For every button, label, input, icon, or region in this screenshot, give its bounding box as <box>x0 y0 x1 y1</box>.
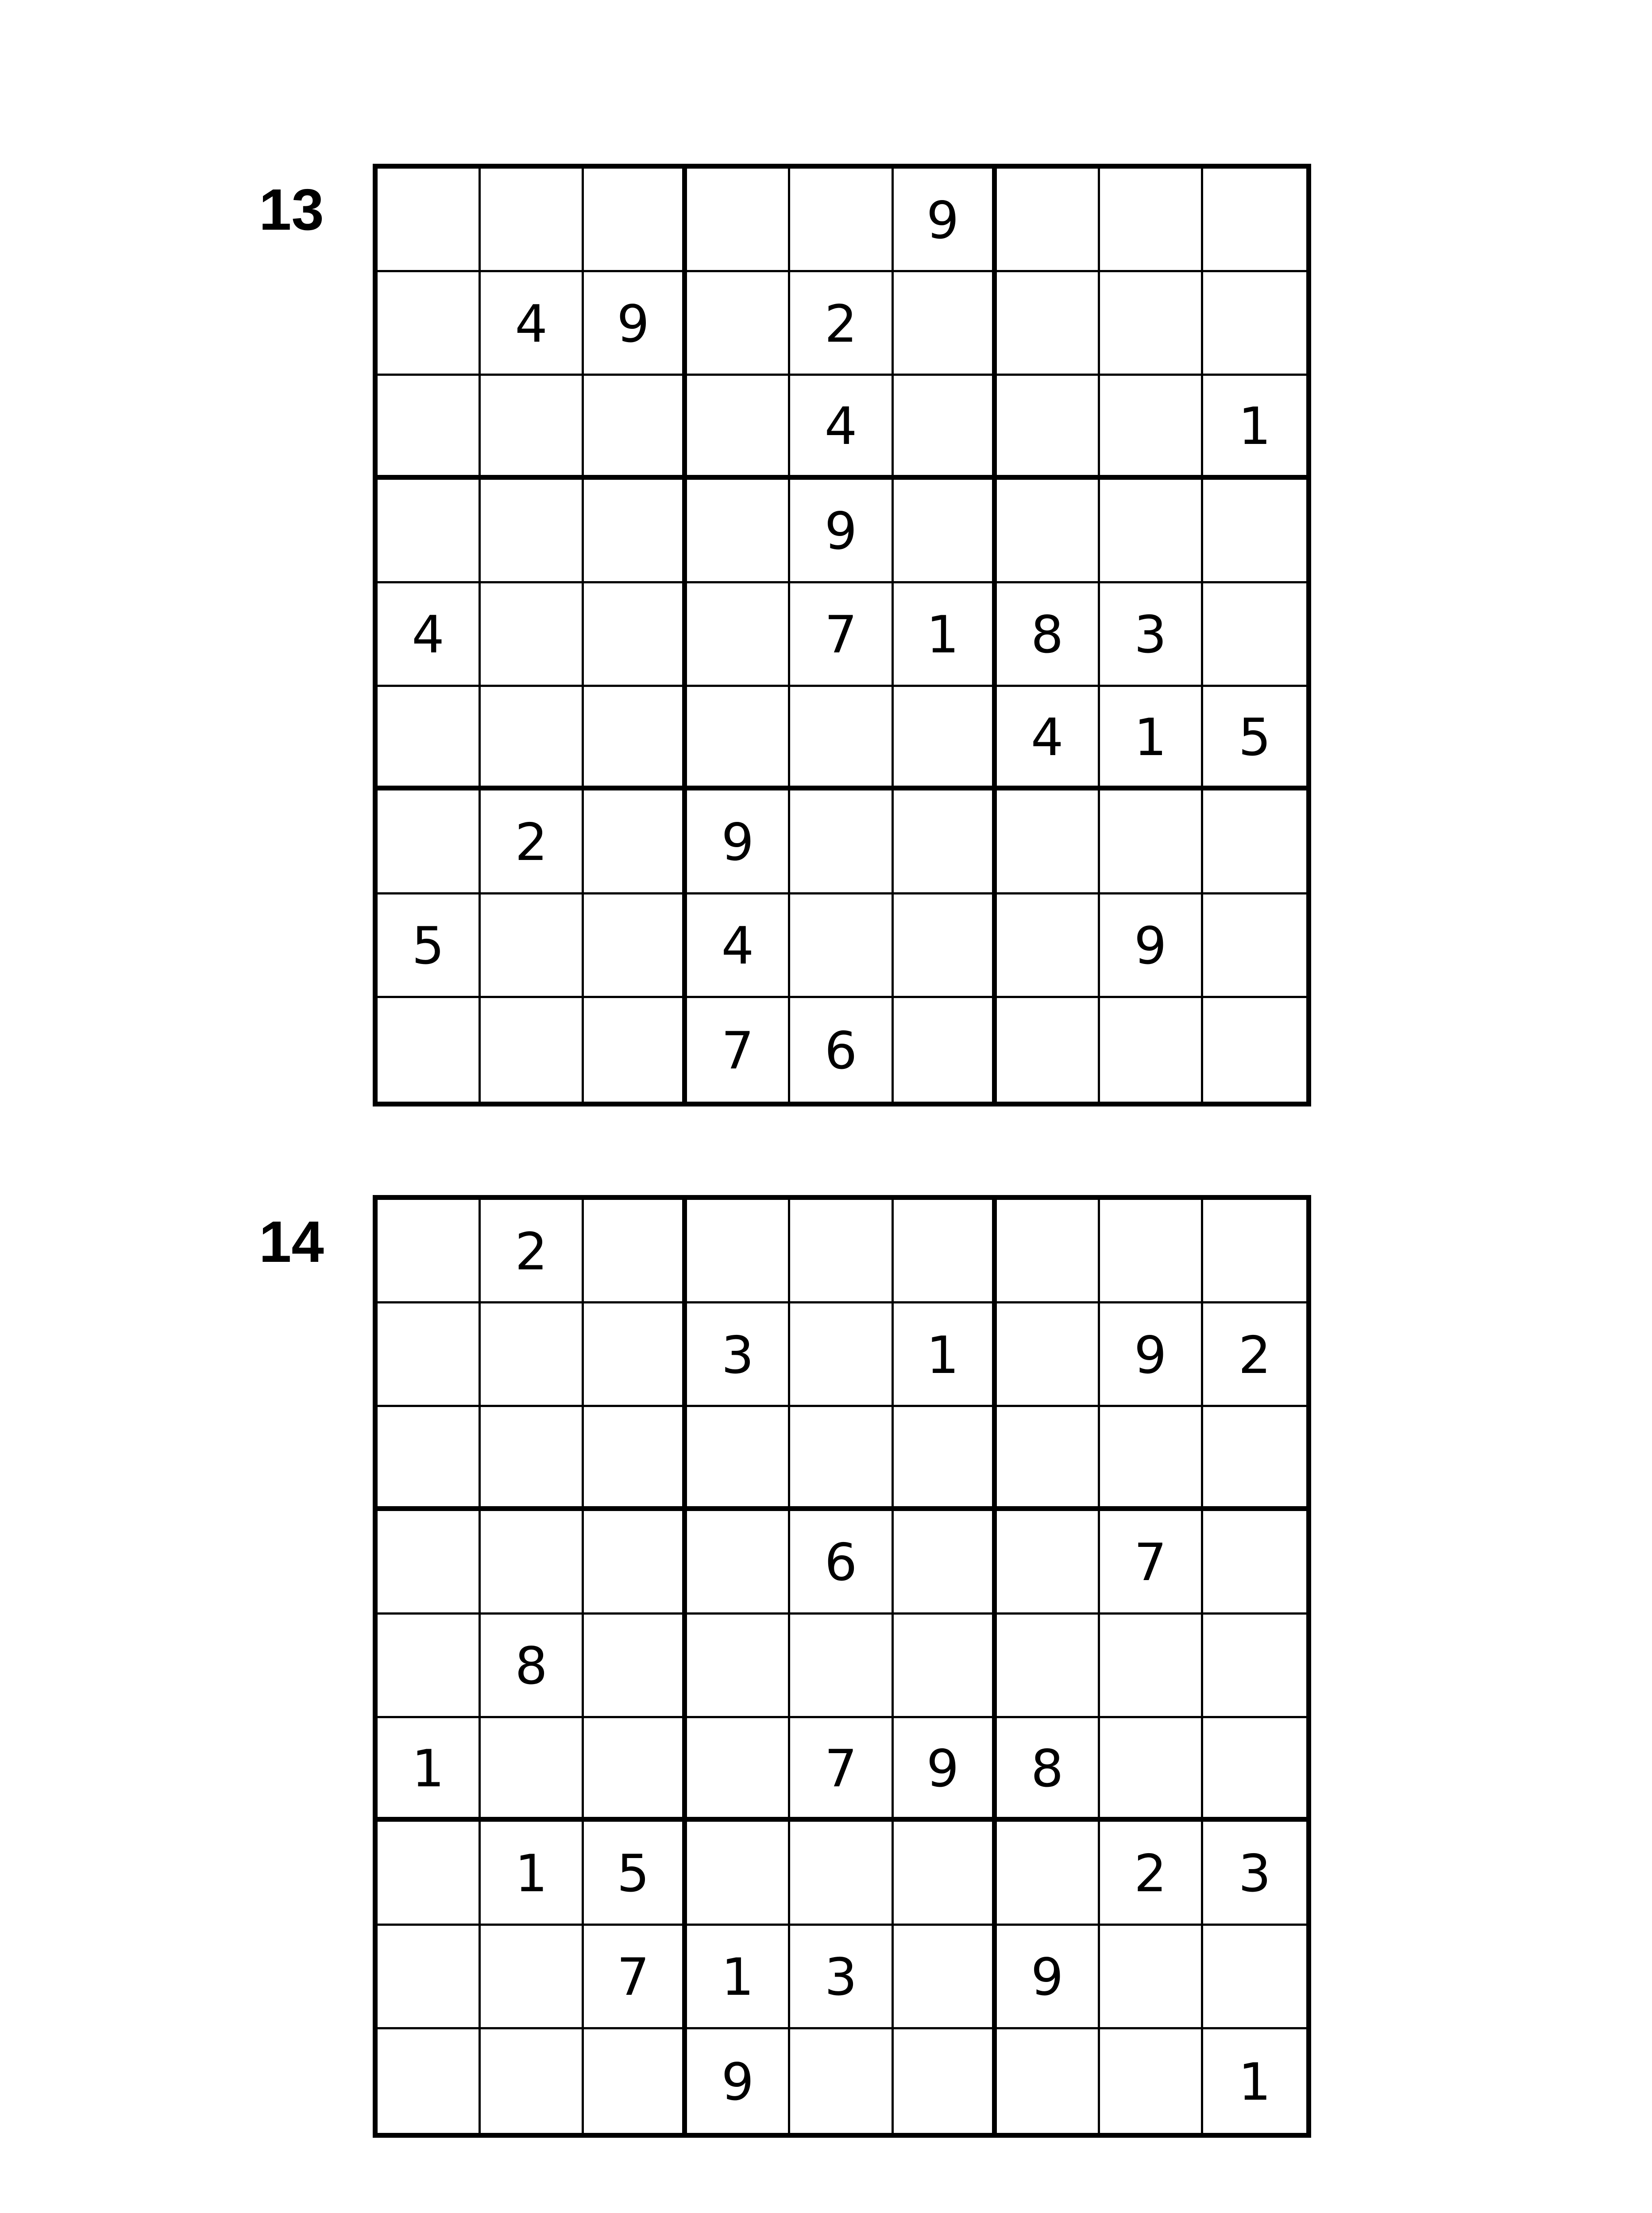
puzzle-13-cell-r1c9[interactable] <box>1203 169 1306 272</box>
puzzle-13-cell-r6c8[interactable]: 1 <box>1100 687 1203 790</box>
puzzle-13-cell-r9c7[interactable] <box>997 998 1100 1102</box>
puzzle-14-number: 14 <box>259 1209 324 1274</box>
puzzle-14-cell-r8c8[interactable] <box>1100 1926 1203 2029</box>
puzzle-14-cell-r1c9[interactable] <box>1203 1200 1306 1303</box>
puzzle-13-cell-r2c5[interactable]: 2 <box>790 272 893 376</box>
puzzle-14-cell-r6c4[interactable] <box>687 1718 790 1822</box>
puzzle-14-cell-r3c4[interactable] <box>687 1407 790 1511</box>
puzzle-14-grid <box>373 1195 1311 2138</box>
puzzle-13-cell-r3c3[interactable] <box>584 376 687 479</box>
puzzle-14-cell-r7c5[interactable] <box>790 1822 893 1925</box>
puzzle-13-cell-r1c6[interactable]: 9 <box>894 169 997 272</box>
puzzle-13-cell-r8c8[interactable]: 9 <box>1100 894 1203 998</box>
puzzle-14-cell-r2c7[interactable] <box>997 1303 1100 1407</box>
puzzle-13-cell-r3c7[interactable] <box>997 376 1100 479</box>
puzzle-13-cell-r6c5[interactable] <box>790 687 893 790</box>
puzzle-14-cell-r9c2[interactable] <box>481 2029 584 2133</box>
puzzle-13-cell-r4c6[interactable] <box>894 480 997 583</box>
puzzle-14-cell-r2c4[interactable]: 3 <box>687 1303 790 1407</box>
puzzle-13-cell-r9c8[interactable] <box>1100 998 1203 1102</box>
puzzle-13-cell-r2c6[interactable] <box>894 272 997 376</box>
puzzle-13-cell-r2c8[interactable] <box>1100 272 1203 376</box>
puzzle-13-cell-r4c4[interactable] <box>687 480 790 583</box>
puzzle-13-cell-r5c2[interactable] <box>481 583 584 687</box>
puzzle-14-cell-r9c3[interactable] <box>584 2029 687 2133</box>
puzzle-13-cell-r3c6[interactable] <box>894 376 997 479</box>
puzzle-13-cell-r9c2[interactable] <box>481 998 584 1102</box>
puzzle-13-cell-r8c7[interactable] <box>997 894 1100 998</box>
puzzle-13-cell-r5c6[interactable]: 1 <box>894 583 997 687</box>
puzzle-13-cell-r4c1[interactable] <box>378 480 481 583</box>
puzzle-13-cell-r8c5[interactable] <box>790 894 893 998</box>
puzzle-13-cell-r2c9[interactable] <box>1203 272 1306 376</box>
puzzle-14-cell-r7c7[interactable] <box>997 1822 1100 1925</box>
puzzle-14-cell-r9c5[interactable] <box>790 2029 893 2133</box>
puzzle-13-cell-r5c1[interactable]: 4 <box>378 583 481 687</box>
puzzle-14-cell-r8c4[interactable]: 1 <box>687 1926 790 2029</box>
puzzle-14-cell-r1c3[interactable] <box>584 1200 687 1303</box>
puzzle-13-cell-r7c2[interactable]: 2 <box>481 790 584 894</box>
puzzle-14-cell-r1c6[interactable] <box>894 1200 997 1303</box>
puzzle-13-cell-r8c9[interactable] <box>1203 894 1306 998</box>
puzzle-13-cell-r4c9[interactable] <box>1203 480 1306 583</box>
puzzle-14-cell-r4c1[interactable] <box>378 1511 481 1615</box>
puzzle-13-cell-r6c4[interactable] <box>687 687 790 790</box>
puzzle-13-cell-r4c2[interactable] <box>481 480 584 583</box>
puzzle-13-cell-r7c7[interactable] <box>997 790 1100 894</box>
puzzle-13-cell-r7c8[interactable] <box>1100 790 1203 894</box>
puzzle-13-grid <box>373 164 1311 1106</box>
puzzle-13-cell-r4c3[interactable] <box>584 480 687 583</box>
puzzle-13-cell-r8c3[interactable] <box>584 894 687 998</box>
puzzle-14-cell-r4c6[interactable] <box>894 1511 997 1615</box>
puzzle-13-cell-r3c4[interactable] <box>687 376 790 479</box>
puzzle-14-cell-r3c1[interactable] <box>378 1407 481 1511</box>
puzzle-13-cell-r6c9[interactable]: 5 <box>1203 687 1306 790</box>
puzzle-14-cell-r1c1[interactable] <box>378 1200 481 1303</box>
puzzle-14-cell-r2c8[interactable]: 9 <box>1100 1303 1203 1407</box>
puzzle-14-cell-r4c7[interactable] <box>997 1511 1100 1615</box>
puzzle-13-cell-r8c6[interactable] <box>894 894 997 998</box>
puzzle-13-cell-r9c5[interactable]: 6 <box>790 998 893 1102</box>
puzzle-13-cell-r2c4[interactable] <box>687 272 790 376</box>
puzzle-14-cell-r5c1[interactable] <box>378 1615 481 1718</box>
puzzle-14-cell-r4c9[interactable] <box>1203 1511 1306 1615</box>
puzzle-13-number: 13 <box>259 177 324 242</box>
puzzle-13-cell-r7c1[interactable] <box>378 790 481 894</box>
puzzle-14-cell-r7c6[interactable] <box>894 1822 997 1925</box>
puzzle-14-cell-r3c8[interactable] <box>1100 1407 1203 1511</box>
puzzle-13-cell-r1c3[interactable] <box>584 169 687 272</box>
puzzle-13-cell-r6c3[interactable] <box>584 687 687 790</box>
puzzle-14-cell-r7c2[interactable]: 1 <box>481 1822 584 1925</box>
puzzle-14-cell-r8c7[interactable]: 9 <box>997 1926 1100 2029</box>
puzzle-14-cell-r9c7[interactable] <box>997 2029 1100 2133</box>
puzzle-14-cell-r4c3[interactable] <box>584 1511 687 1615</box>
puzzle-14-cell-r1c2[interactable]: 2 <box>481 1200 584 1303</box>
puzzle-14-cell-r5c8[interactable] <box>1100 1615 1203 1718</box>
puzzle-14-cell-r3c2[interactable] <box>481 1407 584 1511</box>
puzzle-14-cell-r2c1[interactable] <box>378 1303 481 1407</box>
puzzle-14-cell-r2c2[interactable] <box>481 1303 584 1407</box>
puzzle-14-cell-r4c2[interactable] <box>481 1511 584 1615</box>
puzzle-14-cell-r5c3[interactable] <box>584 1615 687 1718</box>
puzzle-13-cell-r3c9[interactable]: 1 <box>1203 376 1306 479</box>
puzzle-13-cell-r7c5[interactable] <box>790 790 893 894</box>
puzzle-13-cell-r9c9[interactable] <box>1203 998 1306 1102</box>
puzzle-13-cell-r8c4[interactable]: 4 <box>687 894 790 998</box>
puzzle-13-cell-r5c8[interactable]: 3 <box>1100 583 1203 687</box>
puzzle-14-cell-r4c5[interactable]: 6 <box>790 1511 893 1615</box>
puzzle-14-cell-r1c7[interactable] <box>997 1200 1100 1303</box>
puzzle-13-cell-r8c2[interactable] <box>481 894 584 998</box>
puzzle-14-cell-r6c9[interactable] <box>1203 1718 1306 1822</box>
puzzle-14-cell-r5c2[interactable]: 8 <box>481 1615 584 1718</box>
puzzle-14-cell-r6c7[interactable]: 8 <box>997 1718 1100 1822</box>
puzzle-14-cell-r7c9[interactable]: 3 <box>1203 1822 1306 1925</box>
puzzle-14-cell-r3c6[interactable] <box>894 1407 997 1511</box>
puzzle-13-cell-r5c7[interactable]: 8 <box>997 583 1100 687</box>
puzzle-13-cell-r1c2[interactable] <box>481 169 584 272</box>
puzzle-14-cell-r2c6[interactable]: 1 <box>894 1303 997 1407</box>
puzzle-14-cell-r5c6[interactable] <box>894 1615 997 1718</box>
puzzle-13-cell-r7c6[interactable] <box>894 790 997 894</box>
puzzle-14-cell-r3c9[interactable] <box>1203 1407 1306 1511</box>
puzzle-14-cell-r7c4[interactable] <box>687 1822 790 1925</box>
puzzle-14-cell-r8c3[interactable]: 7 <box>584 1926 687 2029</box>
puzzle-14-cell-r5c9[interactable] <box>1203 1615 1306 1718</box>
puzzle-14-cell-r8c2[interactable] <box>481 1926 584 2029</box>
puzzle-13-cell-r4c5[interactable]: 9 <box>790 480 893 583</box>
puzzle-13-cell-r7c9[interactable] <box>1203 790 1306 894</box>
puzzle-14-cell-r6c8[interactable] <box>1100 1718 1203 1822</box>
puzzle-13-cell-r4c7[interactable] <box>997 480 1100 583</box>
puzzle-14-cell-r5c5[interactable] <box>790 1615 893 1718</box>
puzzle-13-cell-r9c6[interactable] <box>894 998 997 1102</box>
puzzle-13-cell-r4c8[interactable] <box>1100 480 1203 583</box>
puzzle-13-cell-r1c8[interactable] <box>1100 169 1203 272</box>
puzzle-13-cell-r8c1[interactable]: 5 <box>378 894 481 998</box>
puzzle-14-cell-r9c4[interactable]: 9 <box>687 2029 790 2133</box>
puzzle-13-cell-r6c1[interactable] <box>378 687 481 790</box>
puzzle-13-cell-r5c9[interactable] <box>1203 583 1306 687</box>
puzzle-14-cell-r8c9[interactable] <box>1203 1926 1306 2029</box>
puzzle-13-cell-r7c3[interactable] <box>584 790 687 894</box>
puzzle-14-cell-r3c3[interactable] <box>584 1407 687 1511</box>
puzzle-13-cell-r5c5[interactable]: 7 <box>790 583 893 687</box>
puzzle-13-cell-r7c4[interactable]: 9 <box>687 790 790 894</box>
puzzle-13-cell-r6c6[interactable] <box>894 687 997 790</box>
puzzle-14-cell-r7c8[interactable]: 2 <box>1100 1822 1203 1925</box>
puzzle-13-cell-r1c4[interactable] <box>687 169 790 272</box>
puzzle-14-cell-r3c5[interactable] <box>790 1407 893 1511</box>
puzzle-14-cell-r1c5[interactable] <box>790 1200 893 1303</box>
puzzle-14-cell-r9c9[interactable]: 1 <box>1238 2052 1271 2112</box>
puzzle-14-cell-r7c1[interactable] <box>378 1822 481 1925</box>
puzzle-13-cell-r3c2[interactable] <box>481 376 584 479</box>
puzzle-14-cell-r4c4[interactable] <box>687 1511 790 1615</box>
puzzle-14-cell-r5c7[interactable] <box>997 1615 1100 1718</box>
puzzle-13-cell-r2c2[interactable]: 4 <box>481 272 584 376</box>
puzzle-13-cell-r2c3[interactable]: 9 <box>584 272 687 376</box>
puzzle-13-cell-r6c7[interactable]: 4 <box>997 687 1100 790</box>
puzzle-14-cell-r6c1[interactable]: 1 <box>378 1718 481 1822</box>
puzzle-13-cell-r9c4[interactable]: 7 <box>687 998 790 1102</box>
puzzle-14-cell-r8c5[interactable]: 3 <box>790 1926 893 2029</box>
puzzle-13-cell-r3c5[interactable]: 4 <box>790 376 893 479</box>
puzzle-13-cell-r1c5[interactable] <box>790 169 893 272</box>
puzzle-14-cell-r9c6[interactable] <box>894 2029 997 2133</box>
puzzle-14-cell-r5c4[interactable] <box>687 1615 790 1718</box>
puzzle-13-cell-r6c2[interactable] <box>481 687 584 790</box>
puzzle-13-cell-r2c7[interactable] <box>997 272 1100 376</box>
puzzle-14-cell-r8c6[interactable] <box>894 1926 997 2029</box>
puzzle-14-cell-r1c4[interactable] <box>687 1200 790 1303</box>
puzzle-13-cell-r2c1[interactable] <box>378 272 481 376</box>
puzzle-13-cell-r9c3[interactable] <box>584 998 687 1102</box>
puzzle-13-cell-r1c7[interactable] <box>997 169 1100 272</box>
puzzle-14-cell-r7c3[interactable]: 5 <box>584 1822 687 1925</box>
puzzle-14-cell-r2c3[interactable] <box>584 1303 687 1407</box>
puzzle-14-cell-r2c9[interactable]: 2 <box>1203 1303 1306 1407</box>
puzzle-13-cell-r5c4[interactable] <box>687 583 790 687</box>
puzzle-14-cell-r2c5[interactable] <box>790 1303 893 1407</box>
puzzle-14-cell-r9c1[interactable] <box>378 2029 481 2133</box>
puzzle-14-cell-r6c5[interactable]: 7 <box>790 1718 893 1822</box>
puzzle-14-cell-r8c1[interactable] <box>378 1926 481 2029</box>
puzzle-14-cell-r6c2[interactable] <box>481 1718 584 1822</box>
puzzle-14-cell-r3c7[interactable] <box>997 1407 1100 1511</box>
puzzle-13-cell-r3c1[interactable] <box>378 376 481 479</box>
puzzle-13-cell-r5c3[interactable] <box>584 583 687 687</box>
puzzle-13-cell-r3c8[interactable] <box>1100 376 1203 479</box>
puzzle-13-cell-r9c1[interactable] <box>378 998 481 1102</box>
puzzle-13-cell-r1c1[interactable] <box>378 169 481 272</box>
puzzle-14-cell-r6c6[interactable]: 9 <box>894 1718 997 1822</box>
puzzle-14-cell-r1c8[interactable] <box>1100 1200 1203 1303</box>
puzzle-14-cell-r6c3[interactable] <box>584 1718 687 1822</box>
puzzle-14-cell-r4c8[interactable]: 7 <box>1100 1511 1203 1615</box>
puzzle-14-cell-r9c8[interactable] <box>1100 2029 1203 2133</box>
